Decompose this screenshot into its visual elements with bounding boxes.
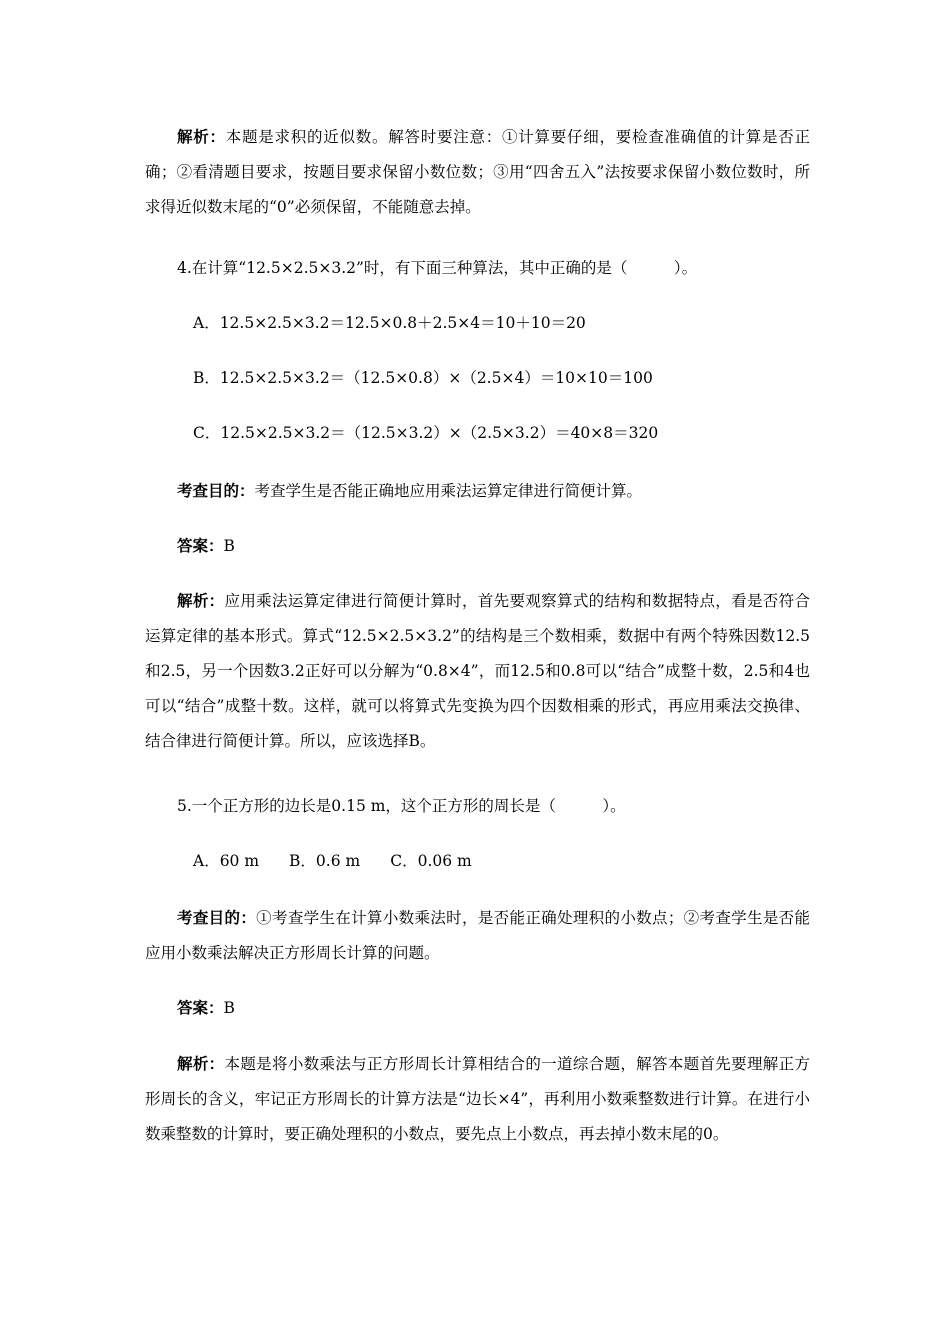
answer-label: 答案： <box>177 537 224 555</box>
question-5-stem: 5.一个正方形的边长是0.15 m，这个正方形的周长是（ ）。 <box>177 797 626 815</box>
question-5-option-b: B．0.6 m <box>289 852 361 870</box>
purpose-label: 考查目的： <box>177 482 255 500</box>
question-5-purpose <box>145 901 810 971</box>
question-5-answer <box>145 991 810 1026</box>
purpose-text: ①考查学生在计算小数乘法时，是否能正确处理积的小数点；②考查学生是否能应用小数乘法解决正方形周长计算的问题。 <box>145 909 810 962</box>
analysis-paragraph-q3 <box>145 120 810 225</box>
question-5-options <box>193 850 472 872</box>
question-5-analysis <box>145 1047 810 1152</box>
question-4-option-c: C．12.5×2.5×3.2＝（12.5×3.2）×（2.5×3.2）＝40×8＝320 <box>193 424 659 442</box>
answer-label: 答案： <box>177 999 224 1017</box>
analysis-label: 解析： <box>177 128 226 146</box>
answer-value: B <box>223 537 235 555</box>
purpose-label: 考查目的： <box>177 909 257 927</box>
question-4-option-b: B．12.5×2.5×3.2＝（12.5×0.8）×（2.5×4）＝10×10＝100 <box>193 369 653 387</box>
analysis-text: 本题是求积的近似数。解答时要注意：①计算要仔细，要检查准确值的计算是否正确；②看清题目要求，按题目要求保留小数位数；③用“四舍五入”法按要求保留小数位数时，所求得近似数末尾的“0”必须保留，不能随意去掉。 <box>145 128 810 216</box>
analysis-text: 本题是将小数乘法与正方形周长计算相结合的一道综合题，解答本题首先要理解正方形周长的含义，牢记正方形周长的计算方法是“边长×4”，再利用小数乘整数进行计算。在进行小数乘整数的计算时，要正确处理积的小数点，要先点上小数点，再去掉小数末尾的0。 <box>145 1055 810 1143</box>
question-4-option-a: A．12.5×2.5×3.2＝12.5×0.8＋2.5×4＝10＋10＝20 <box>193 314 586 332</box>
question-4-purpose <box>145 474 810 509</box>
question-4-answer <box>145 529 810 564</box>
question-5-option-a: A．60 m <box>193 852 260 870</box>
analysis-text: 应用乘法运算定律进行简便计算时，首先要观察算式的结构和数据特点，看是否符合运算定律的基本形式。算式“12.5×2.5×3.2”的结构是三个数相乘，数据中有两个特殊因数12.5和2.5，另一个因数3.2正好可以分解为“0.8×4”，而12.5和0.8可以“结合”成整十数，2.5和4也可以“结合”成整十数。这样，就可以将算式先变换为四个因数相乘的形式，再应用乘法交换律、结合律进行简便计算。所以，应该选择B。 <box>145 592 810 750</box>
question-4-stem: 4.在计算“12.5×2.5×3.2”时，有下面三种算法，其中正确的是（ ）。 <box>177 259 698 277</box>
question-4-analysis <box>145 584 810 759</box>
analysis-label: 解析： <box>177 592 225 610</box>
purpose-text: 考查学生是否能正确地应用乘法运算定律进行简便计算。 <box>254 482 643 500</box>
question-5-option-c: C．0.06 m <box>390 852 472 870</box>
answer-value: B <box>223 999 235 1017</box>
analysis-label: 解析： <box>177 1055 225 1073</box>
